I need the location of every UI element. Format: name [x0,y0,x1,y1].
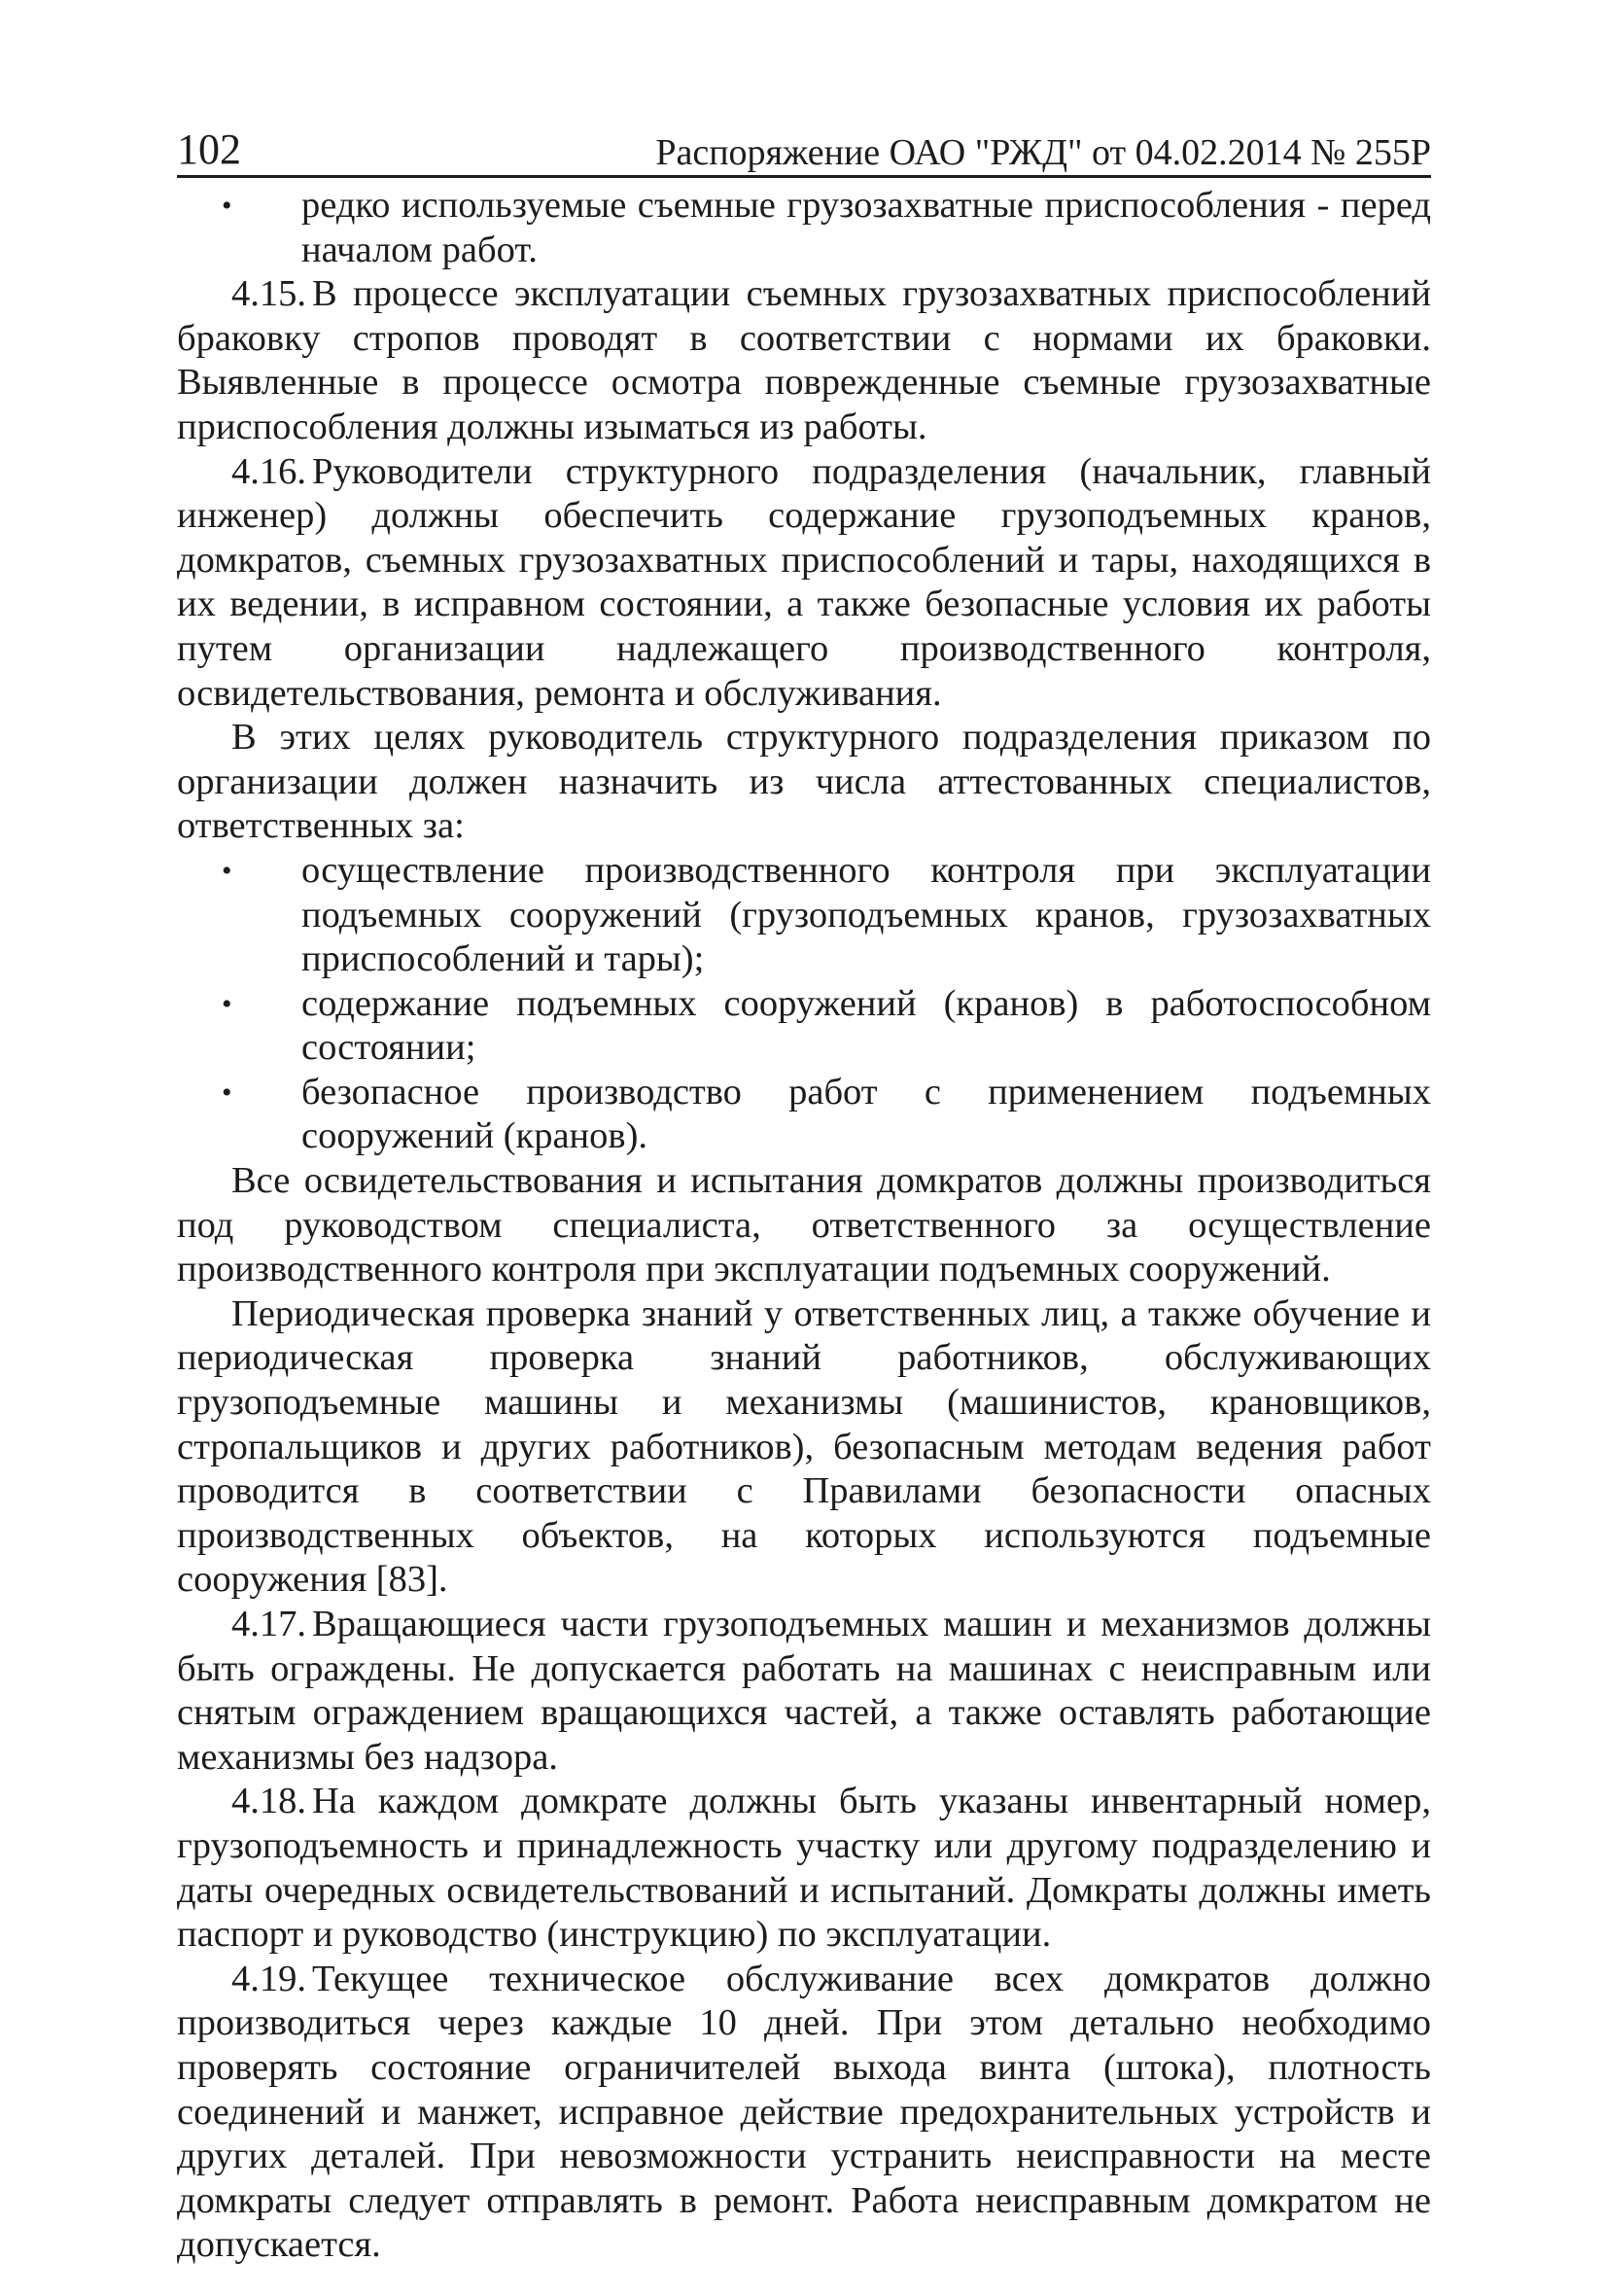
paragraph-text: Текущее техническое обслуживание всех домкратов должно производиться через каждые 10 дней. При этом детально необходимо проверять состояние ограничителей выхода винта (штока), плотность соединений и манжет, исправное действие предохранительных устройств и других деталей. При невозможности устранить неисправности на месте домкраты следует отправлять в ремонт. Работа неисправным домкратом не допускается. [177,1958,1431,2266]
list-item-text: безопасное производство работ с применением подъемных сооружений (кранов). [301,1071,1431,1157]
item-number: 4.15. [231,273,306,315]
bullet-icon: • [222,190,232,222]
paragraph-jacks: Все освидетельствования и испытания домкратов должны производиться под руководством специалиста, ответственного за осуществление производственного контроля при эксплуатации подъемных сооружений. [177,1160,1431,1290]
page-header [177,115,1431,178]
list-item-text: осуществление производственного контроля при эксплуатации подъемных сооружений (грузоподъемных кранов, грузозахватных приспособлений и тары); [301,849,1431,980]
item-number: 4.16. [231,450,306,492]
list-item [177,982,1431,1071]
paragraph-goals: В этих целях руководитель структурного подразделения приказом по организации должен назначить из числа аттестованных специалистов, ответственных за: [177,717,1431,847]
document-page [177,115,1431,2268]
paragraph-text: Вращающиеся части грузоподъемных машин и механизмов должны быть ограждены. Не допускается работать на машинах с неисправным или снятым ограждением вращающихся частей, а также оставлять работающие механизмы без надзора. [177,1604,1431,1778]
paragraph-text: В процессе эксплуатации съемных грузозахватных приспособлений браковку стропов проводят в соответствии с нормами их браковки. Выявленные в процессе осмотра поврежденные съемные грузозахватные приспособления должны изыматься из работы. [177,273,1431,447]
page-number: 102 [177,125,241,173]
running-title: Распоряжение ОАО "РЖД" от 04.02.2014 № 255Р [655,132,1431,173]
bullet-icon: • [222,1076,232,1109]
paragraph-periodic: Периодическая проверка знаний у ответственных лиц, а также обучение и периодическая проверка знаний работников, обслуживающих грузоподъемные машины и механизмы (машинистов, крановщиков, стропальщиков и других работников), безопасным методам ведения работ проводится в соответствии с Правилами безопасности опасных производственных объектов, на которых используются подъемные сооружения [83]. [177,1292,1431,1601]
bullet-icon: • [222,854,232,887]
paragraph-4-15 [177,272,1431,449]
item-number: 4.19. [231,1958,306,1999]
bullet-list-top [177,184,1431,272]
paragraph-4-17 [177,1603,1431,1780]
list-item-text: содержание подъемных сооружений (кранов) в работоспособном состоянии; [301,982,1431,1069]
paragraph-text: На каждом домкрате должны быть указаны инвентарный номер, грузоподъемность и принадлежность участку или другому подразделению и даты очередных освидетельствований и испытаний. Домкраты должны иметь паспорт и руководство (инструкцию) по эксплуатации. [177,1781,1431,1956]
paragraph-4-16 [177,450,1431,717]
bullet-list-responsible [177,849,1431,1159]
document-body [177,184,1431,2268]
paragraph-4-18 [177,1780,1431,1957]
list-item-text: редко используемые съемные грузозахватные приспособления - перед началом работ. [301,185,1431,270]
item-number: 4.18. [231,1781,306,1822]
paragraph-4-19 [177,1958,1431,2268]
list-item [177,849,1431,982]
bullet-icon: • [222,987,232,1020]
list-item [177,1071,1431,1159]
paragraph-text: Руководители структурного подразделения (начальник, главный инженер) должны обеспечить содержание грузоподъемных кранов, домкратов, съемных грузозахватных приспособлений и тары, находящихся в их ведении, в исправном состоянии, а также безопасные условия их работы путем организации надлежащего производственного контроля, освидетельствования, ремонта и обслуживания. [177,450,1431,714]
item-number: 4.17. [231,1604,306,1644]
list-item [177,184,1431,272]
